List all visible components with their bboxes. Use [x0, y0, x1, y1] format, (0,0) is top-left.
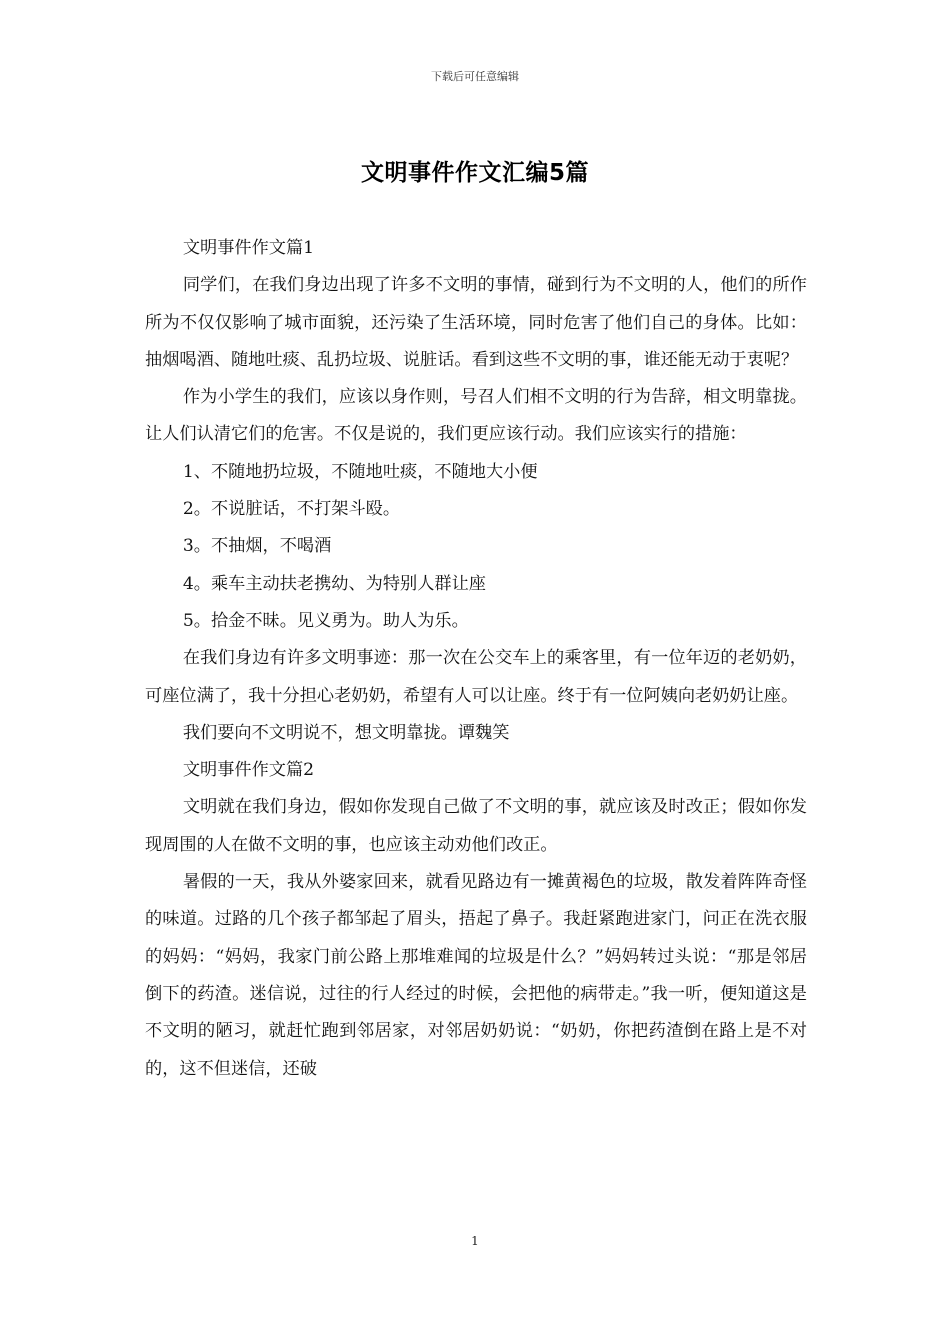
- paragraph: 文明就在我们身边，假如你发现自己做了不文明的事，就应该及时改正；假如你发现周围的人在做不文明的事，也应该主动劝他们改正。: [145, 797, 807, 855]
- list-item: 1、不随地扔垃圾，不随地吐痰，不随地大小便: [182, 461, 538, 482]
- paragraph: 在我们身边有许多文明事迹：那一次在公交车上的乘客里，有一位年迈的老奶奶，可座位满了，我十分担心老奶奶，希望有人可以让座。终于有一位阿姨向老奶奶让座。: [145, 648, 807, 706]
- paragraph: 暑假的一天，我从外婆家回来，就看见路边有一摊黄褐色的垃圾，散发着阵阵奇怪的味道。过路的几个孩子都邹起了眉头，捂起了鼻子。我赶紧跑进家门，问正在洗衣服的妈妈：“妈妈，我家门前公路上那堆难闻的垃圾是什么？”妈妈转过头说：“那是邻居倒下的药渣。迷信说，过往的行人经过的时候，会把他的病带走。”我一听，便知道这是不文明的陋习，就赶忙跑到邻居家，对邻居奶奶说：“奶奶，你把药渣倒在路上是不对的，这不但迷信，还破: [145, 872, 807, 1079]
- list-item: 3。不抽烟，不喝酒: [182, 536, 332, 557]
- list-item: 5。拾金不昧。见义勇为。助人为乐。: [182, 610, 469, 631]
- paragraph: 作为小学生的我们，应该以身作则，号召人们相不文明的行为告辞，相文明靠拢。让人们认清它们的危害。不仅是说的，我们更应该行动。我们应该实行的措施：: [145, 387, 807, 445]
- list-item: 4。乘车主动扶老携幼、为特别人群让座: [182, 573, 486, 594]
- header-note: 下载后可任意编辑: [431, 70, 519, 83]
- list-item: 2。不说脏话，不打架斗殴。: [182, 499, 401, 520]
- section-heading: 文明事件作文篇2: [182, 760, 315, 781]
- section-heading: 文明事件作文篇1: [182, 238, 315, 258]
- paragraph: 我们要向不文明说不，想文明靠拢。谭魏笑: [182, 722, 510, 743]
- document-body: [145, 230, 807, 1088]
- page-number: 1: [471, 1234, 479, 1248]
- document-title: 文明事件作文汇编5篇: [360, 160, 589, 186]
- paragraph: 同学们，在我们身边出现了许多不文明的事情，碰到行为不文明的人，他们的所作所为不仅仅影响了城市面貌，还污染了生活环境，同时危害了他们自己的身体。比如：抽烟喝酒、随地吐痰、乱扔垃圾、说脏话。看到这些不文明的事，谁还能无动于衷呢？: [145, 275, 807, 370]
